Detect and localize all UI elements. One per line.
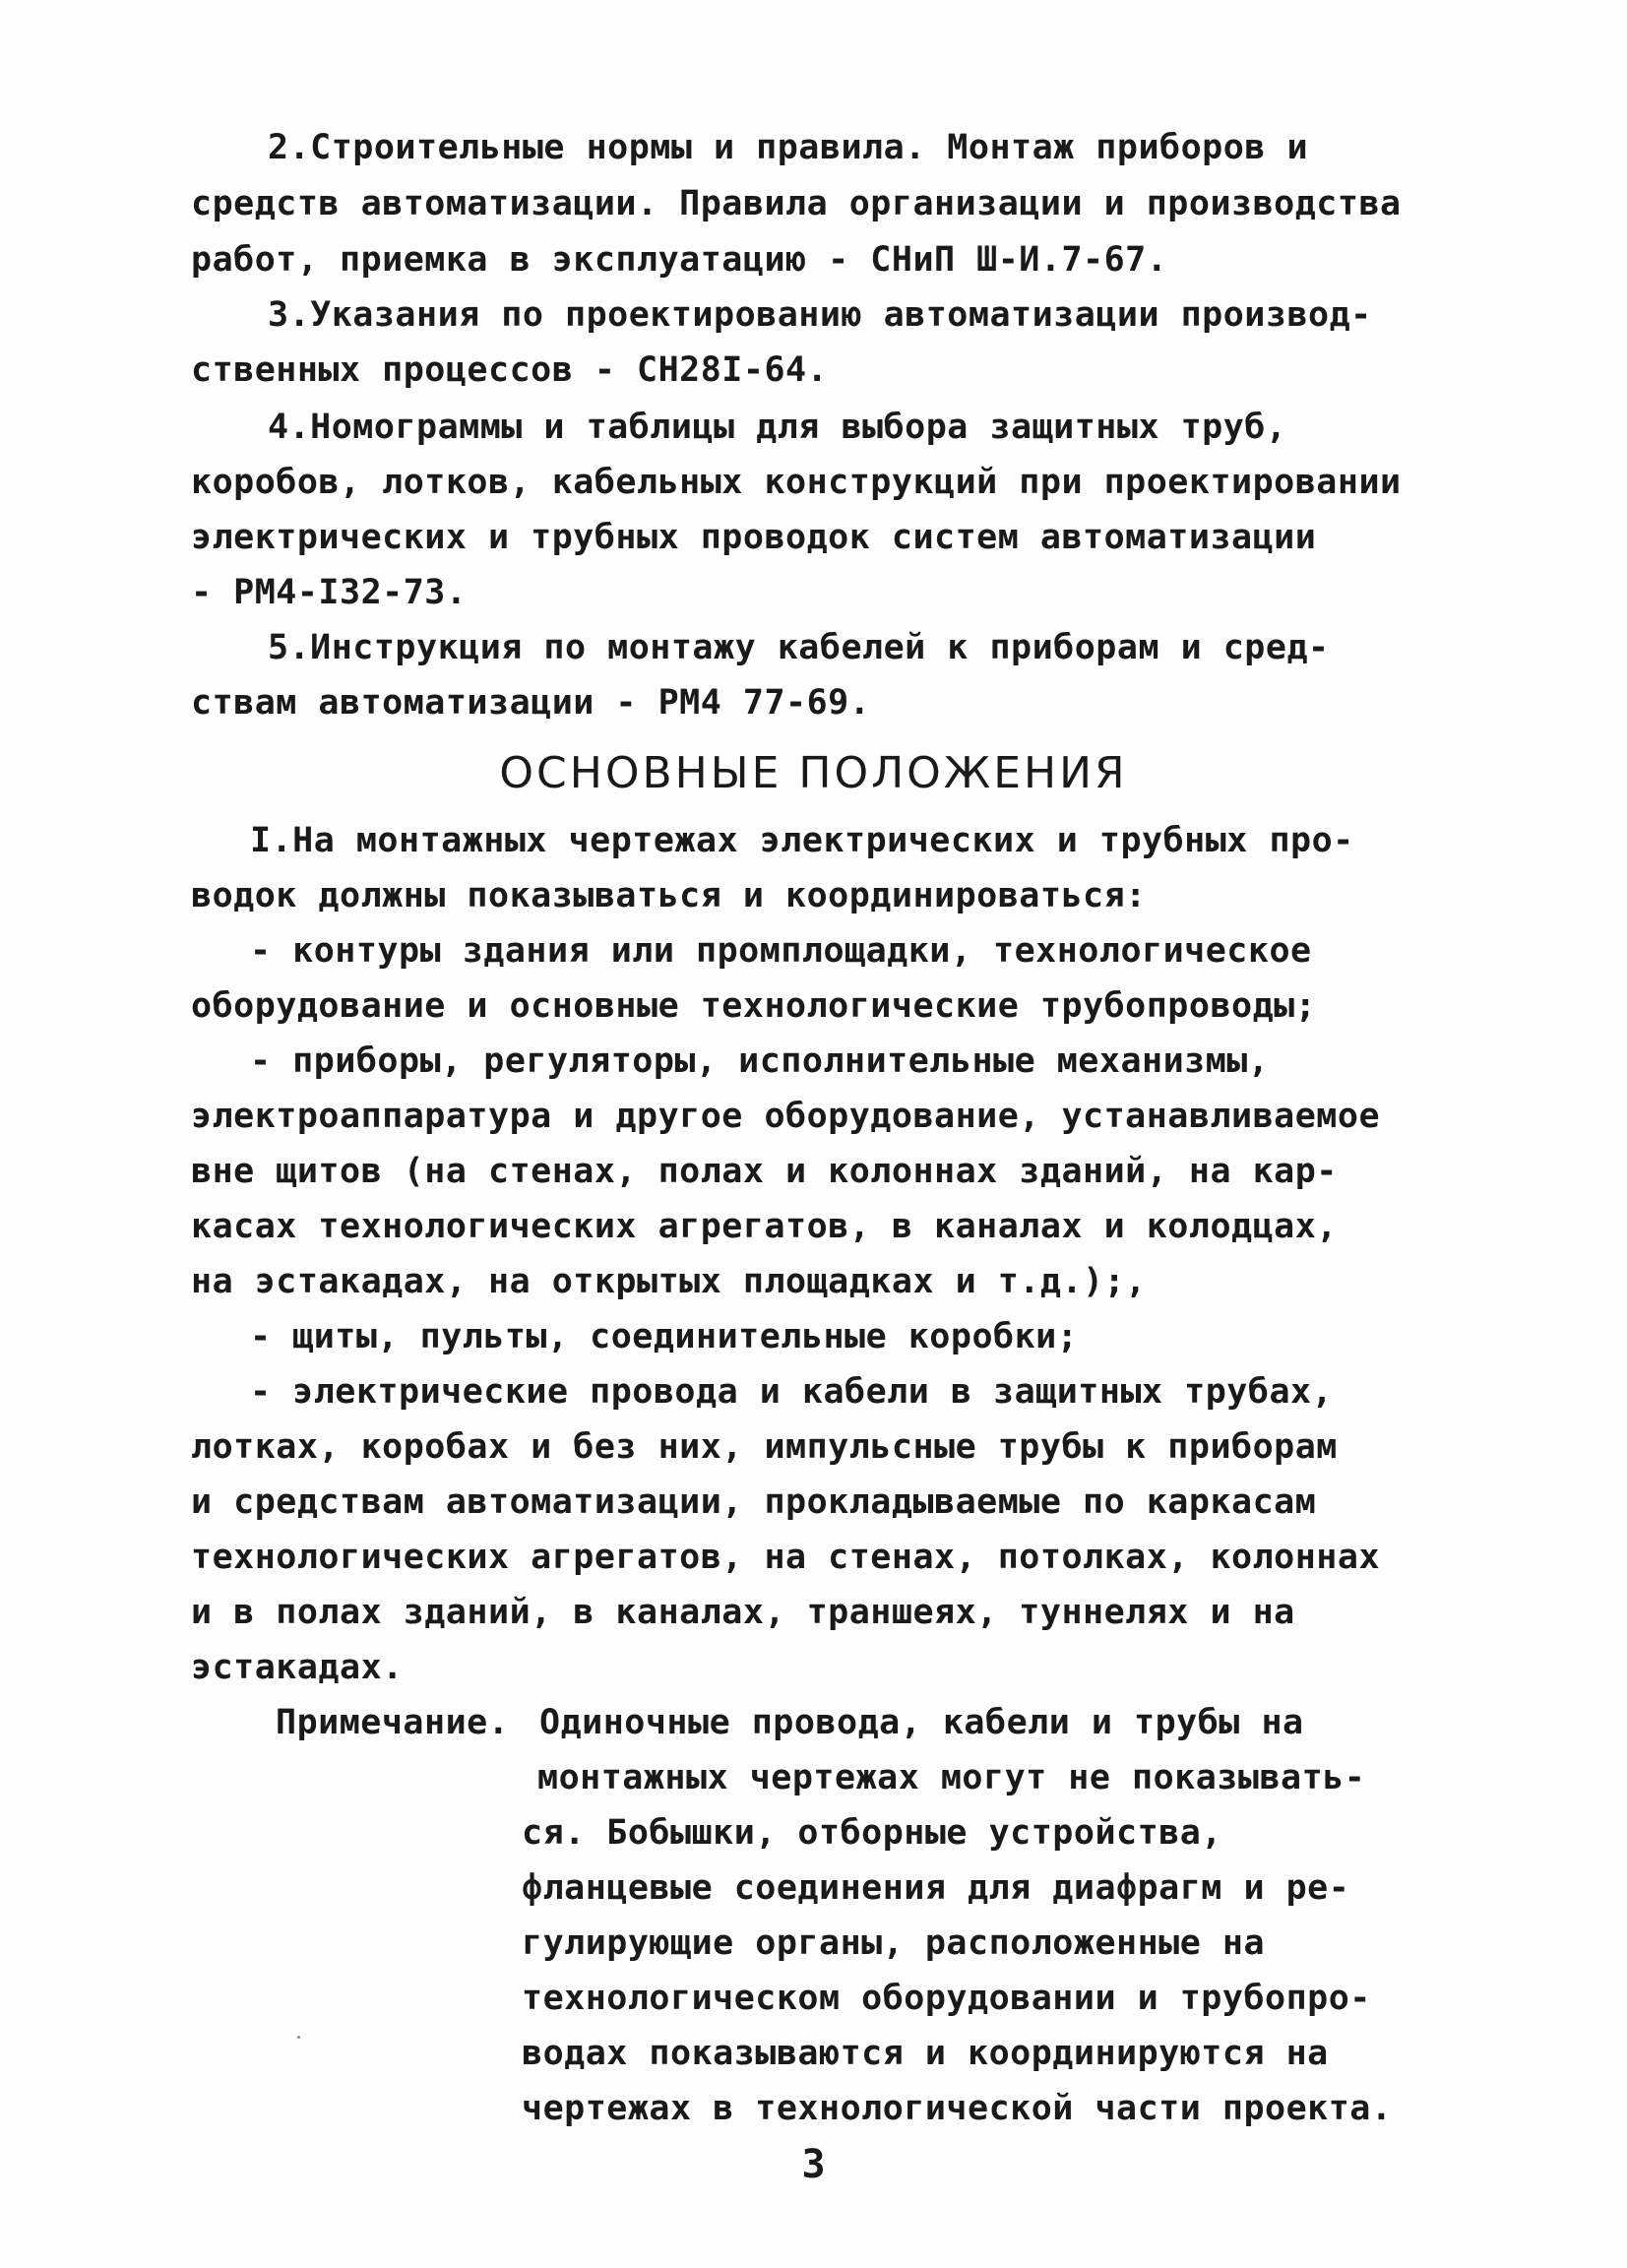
section-heading: ОСНОВНЫЕ ПОЛОЖЕНИЯ <box>499 748 1128 798</box>
bullet-devices-line-4: касах технологических агрегатов, в каналах и колодцах, <box>191 1207 1338 1246</box>
bullet-devices-line-1: - приборы, регуляторы, исполнительные механизмы, <box>250 1041 1270 1081</box>
provision-1-line-1: I.На монтажных чертежах электрических и трубных про- <box>250 821 1354 860</box>
reference-2-line-1: 2.Строительные нормы и правила. Монтаж приборов и <box>268 128 1309 167</box>
note-line-1: Одиночные провода, кабели и трубы на <box>539 1703 1304 1742</box>
page-number: 3 <box>801 2142 826 2187</box>
note-label: Примечание. <box>276 1703 510 1742</box>
reference-2-line-3: работ, приемка в эксплуатацию - СНиП Ш-И.7-67. <box>191 240 1168 280</box>
reference-4-line-1: 4.Номограммы и таблицы для выбора защитных труб, <box>268 408 1287 447</box>
reference-4-line-2: коробов, лотков, кабельных конструкций при проектировании <box>191 463 1402 502</box>
bullet-wiring-line-1: - электрические провода и кабели в защитных трубах, <box>250 1372 1334 1412</box>
bullet-building-line-2: оборудование и основные технологические трубопроводы; <box>191 986 1317 1026</box>
bullet-wiring-line-4: технологических агрегатов, на стенах, потолках, колоннах <box>191 1538 1381 1577</box>
reference-3-line-2: ственных процессов - СН28I-64. <box>191 350 829 390</box>
note-line-4: фланцевые соединения для диафрагм и ре- <box>522 1868 1350 1908</box>
bullet-wiring-line-5: и в полах зданий, в каналах, траншеях, туннелях и на <box>191 1593 1295 1632</box>
note-line-6: технологическом оборудовании и трубопро- <box>522 1979 1371 2018</box>
bullet-devices-line-5: на эстакадах, на открытых площадках и т.д.);, <box>191 1262 1147 1301</box>
reference-5-line-1: 5.Инструкция по монтажу кабелей к приборам и сред- <box>268 628 1330 667</box>
note-line-2: монтажных чертежах могут не показывать- <box>537 1758 1366 1797</box>
provision-1-line-2: водок должны показываться и координироваться: <box>191 876 1147 915</box>
reference-3-line-1: 3.Указания по проектированию автоматизации производ- <box>268 295 1372 335</box>
bullet-wiring-line-3: и средствам автоматизации, прокладываемые по каркасам <box>191 1482 1317 1522</box>
reference-4-line-3: электрических и трубных проводок систем автоматизации <box>191 518 1317 557</box>
reference-4-line-4: - РМ4-I32-73. <box>191 573 468 612</box>
note-line-5: гулирующие органы, расположенные на <box>522 1923 1266 1963</box>
note-line-3: ся. Бобышки, отборные устройства, <box>522 1813 1222 1853</box>
reference-5-line-2: ствам автоматизации - РМ4 77-69. <box>191 683 871 723</box>
bullet-wiring-line-6: эстакадах. <box>191 1648 404 1687</box>
bullet-devices-line-2: электроаппаратура и другое оборудование, устанавливаемое <box>191 1097 1381 1136</box>
note-line-8: чертежах в технологической части проекта. <box>522 2089 1393 2128</box>
bullet-wiring-line-2: лотках, коробах и без них, импульсные трубы к приборам <box>191 1427 1338 1467</box>
bullet-building-line-1: - контуры здания или промплощадки, технологическое <box>250 931 1312 971</box>
scan-speck <box>297 2036 300 2039</box>
bullet-devices-line-3: вне щитов (на стенах, полах и колоннах зданий, на кар- <box>191 1152 1338 1191</box>
bullet-panels-line-1: - щиты, пульты, соединительные коробки; <box>250 1317 1079 1356</box>
note-line-7: водах показываются и координируются на <box>522 2034 1329 2073</box>
reference-2-line-2: средств автоматизации. Правила организации и производства <box>191 184 1402 223</box>
